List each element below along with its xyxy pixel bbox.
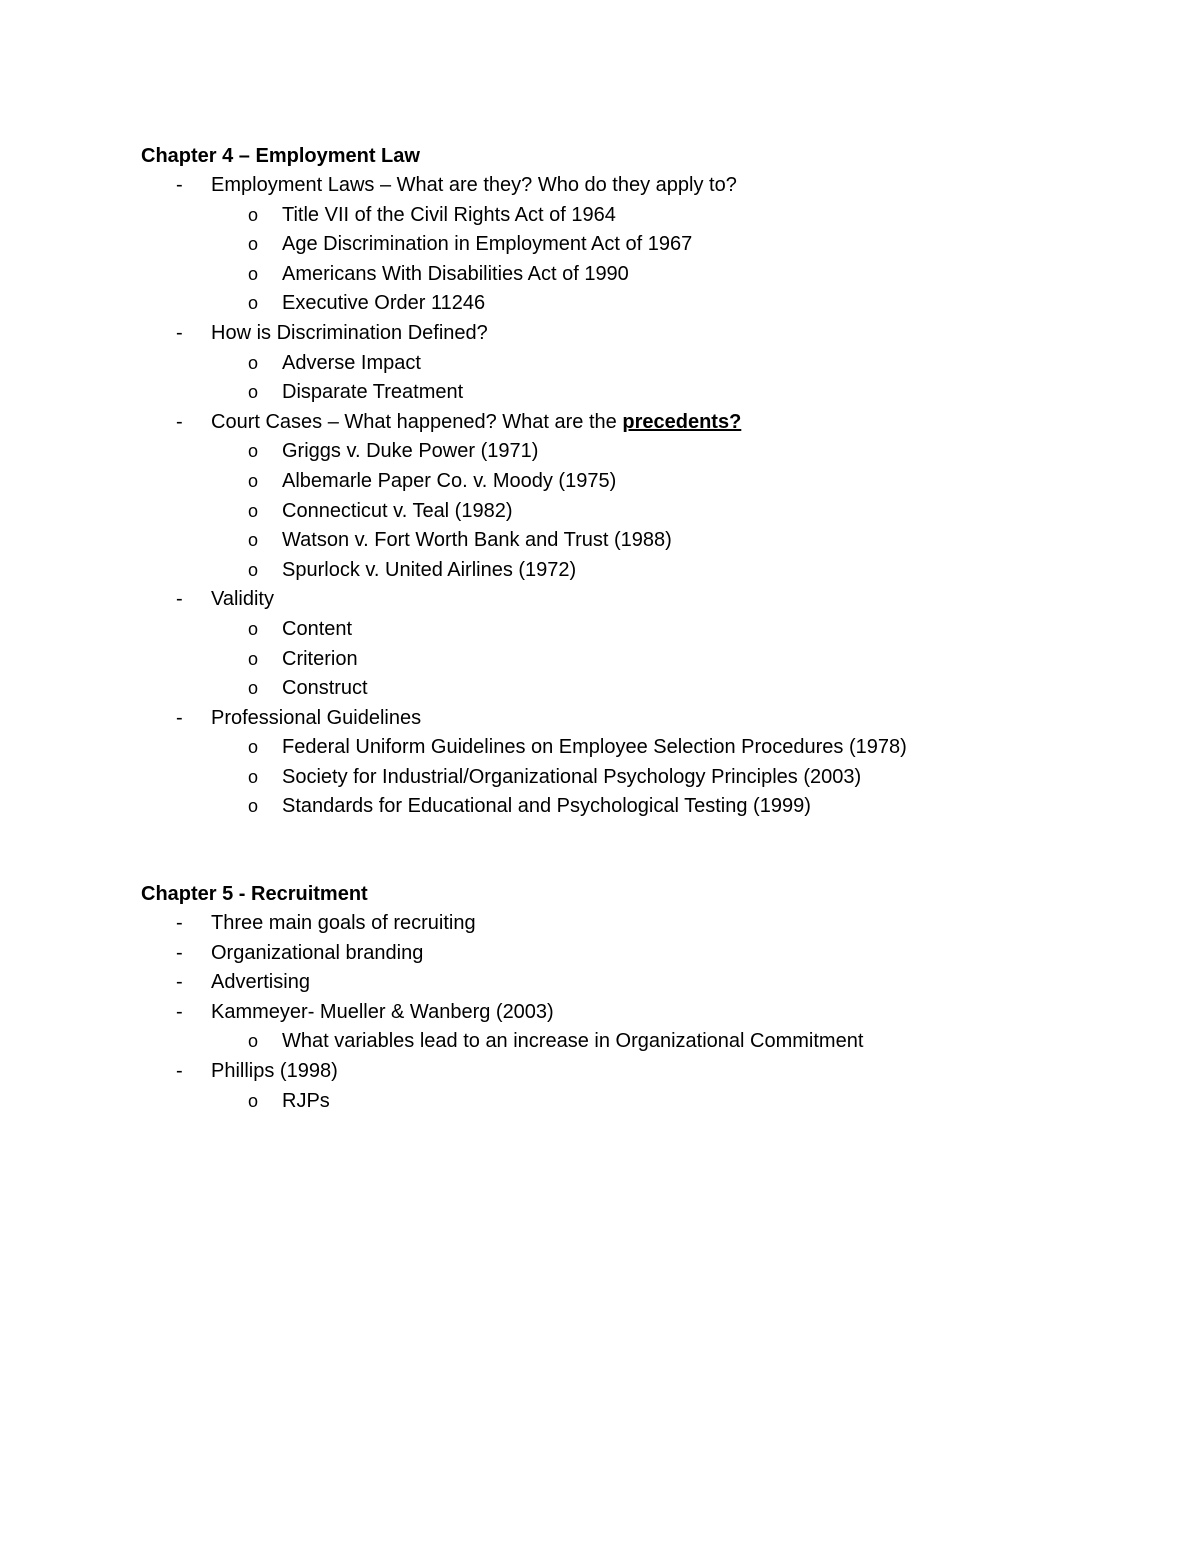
outline-subitem-text: Disparate Treatment bbox=[282, 381, 464, 404]
outline-subitem-text: Title VII of the Civil Rights Act of 1964 bbox=[282, 203, 616, 226]
outline-item bbox=[141, 171, 1141, 201]
outline-item bbox=[141, 408, 1141, 438]
outline-item-text: How is Discrimination Defined? bbox=[211, 321, 488, 344]
chapter-5-heading: Chapter 5 - Recruitment bbox=[141, 883, 368, 905]
outline-item bbox=[141, 704, 1141, 734]
outline-subitem bbox=[141, 615, 1141, 645]
circle-bullet: o bbox=[248, 678, 259, 699]
outline-subitem bbox=[141, 378, 1141, 408]
precedents-emphasis: precedents? bbox=[622, 410, 742, 433]
dash-bullet: - bbox=[176, 588, 183, 611]
outline-subitem bbox=[141, 260, 1141, 290]
circle-bullet: o bbox=[248, 441, 259, 462]
outline-item-text: Phillips (1998) bbox=[211, 1059, 338, 1082]
outline-subitem-text: Content bbox=[282, 617, 353, 640]
circle-bullet: o bbox=[248, 766, 259, 787]
dash-bullet: - bbox=[176, 971, 183, 994]
outline-item-text: Employment Laws – What are they? Who do they apply to? bbox=[211, 174, 737, 196]
outline-subitem-text: Adverse Impact bbox=[282, 351, 421, 374]
outline-subitem bbox=[141, 230, 1141, 260]
dash-bullet: - bbox=[176, 410, 183, 433]
outline-subitem bbox=[141, 1087, 1141, 1117]
outline-subitem bbox=[141, 556, 1141, 586]
dash-bullet: - bbox=[176, 912, 183, 934]
circle-bullet: o bbox=[248, 204, 259, 225]
circle-bullet: o bbox=[248, 737, 259, 758]
outline-subitem bbox=[141, 674, 1141, 704]
circle-bullet: o bbox=[248, 530, 259, 551]
outline-subitem bbox=[141, 497, 1141, 527]
dash-bullet: - bbox=[176, 1000, 183, 1023]
outline-subitem-text: Executive Order 11246 bbox=[282, 292, 486, 315]
outline-subitem-text: Albemarle Paper Co. v. Moody (1975) bbox=[282, 469, 617, 492]
outline-subitem-text: Standards for Educational and Psychological Testing (1999) bbox=[282, 795, 811, 818]
outline-subitem bbox=[141, 437, 1141, 467]
outline-item bbox=[141, 585, 1141, 615]
outline-item bbox=[141, 909, 1141, 939]
outline-subitem-text: Criterion bbox=[282, 647, 358, 670]
outline-item bbox=[141, 1057, 1141, 1087]
outline-subitem-text: Society for Industrial/Organizational Psychology Principles (2003) bbox=[282, 765, 862, 788]
outline-item-text: Advertising bbox=[211, 971, 310, 994]
outline-subitem bbox=[141, 645, 1141, 675]
outline-item-text: Kammeyer- Mueller & Wanberg (2003) bbox=[211, 1000, 554, 1023]
circle-bullet: o bbox=[248, 1031, 259, 1052]
outline-subitem-text: Spurlock v. United Airlines (1972) bbox=[282, 558, 577, 581]
outline-subitem-text: Americans With Disabilities Act of 1990 bbox=[282, 262, 629, 285]
outline-subitem-text: Connecticut v. Teal (1982) bbox=[282, 499, 513, 522]
dash-bullet: - bbox=[176, 1059, 183, 1082]
outline-subitem bbox=[141, 1027, 1141, 1057]
circle-bullet: o bbox=[248, 618, 259, 639]
circle-bullet: o bbox=[248, 263, 259, 284]
circle-bullet: o bbox=[248, 1090, 259, 1111]
outline-item bbox=[141, 319, 1141, 349]
outline-subitem bbox=[141, 526, 1141, 556]
dash-bullet: - bbox=[176, 706, 183, 729]
circle-bullet: o bbox=[248, 796, 259, 817]
chapter-4-heading: Chapter 4 – Employment Law bbox=[141, 145, 420, 167]
outline-subitem-text: RJPs bbox=[282, 1089, 330, 1112]
outline-subitem-text: Federal Uniform Guidelines on Employee Selection Procedures (1978) bbox=[282, 736, 907, 759]
outline-subitem bbox=[141, 733, 1141, 763]
outline-item bbox=[141, 998, 1141, 1028]
outline-item-text: Organizational branding bbox=[211, 941, 424, 964]
outline-item-text: Three main goals of recruiting bbox=[211, 912, 476, 934]
outline-item bbox=[141, 939, 1141, 969]
outline-item-text: Court Cases – What happened? What are the bbox=[211, 410, 623, 433]
outline-subitem-text: Griggs v. Duke Power (1971) bbox=[282, 440, 539, 463]
circle-bullet: o bbox=[248, 382, 259, 403]
outline-subitem bbox=[141, 467, 1141, 497]
circle-bullet: o bbox=[248, 500, 259, 521]
circle-bullet: o bbox=[248, 293, 259, 314]
circle-bullet: o bbox=[248, 234, 259, 255]
circle-bullet: o bbox=[248, 352, 259, 373]
outline-subitem bbox=[141, 763, 1141, 793]
outline-subitem bbox=[141, 289, 1141, 319]
outline-subitem-text: Construct bbox=[282, 677, 368, 700]
outline-subitem-text: Watson v. Fort Worth Bank and Trust (1988) bbox=[282, 529, 672, 552]
outline-item-text: Validity bbox=[211, 588, 274, 611]
chapter-5-section bbox=[141, 880, 1141, 1116]
dash-bullet: - bbox=[176, 174, 183, 196]
outline-item bbox=[141, 968, 1141, 998]
circle-bullet: o bbox=[248, 559, 259, 580]
dash-bullet: - bbox=[176, 941, 183, 964]
chapter-4-section bbox=[141, 142, 1141, 822]
outline-subitem bbox=[141, 792, 1141, 822]
outline-item-text: Professional Guidelines bbox=[211, 706, 422, 729]
circle-bullet: o bbox=[248, 648, 259, 669]
outline-subitem bbox=[141, 349, 1141, 379]
outline-subitem-text: What variables lead to an increase in Organizational Commitment bbox=[282, 1030, 864, 1053]
outline-subitem-text: Age Discrimination in Employment Act of 1967 bbox=[282, 233, 693, 256]
outline-subitem bbox=[141, 201, 1141, 231]
dash-bullet: - bbox=[176, 321, 183, 344]
circle-bullet: o bbox=[248, 470, 259, 491]
